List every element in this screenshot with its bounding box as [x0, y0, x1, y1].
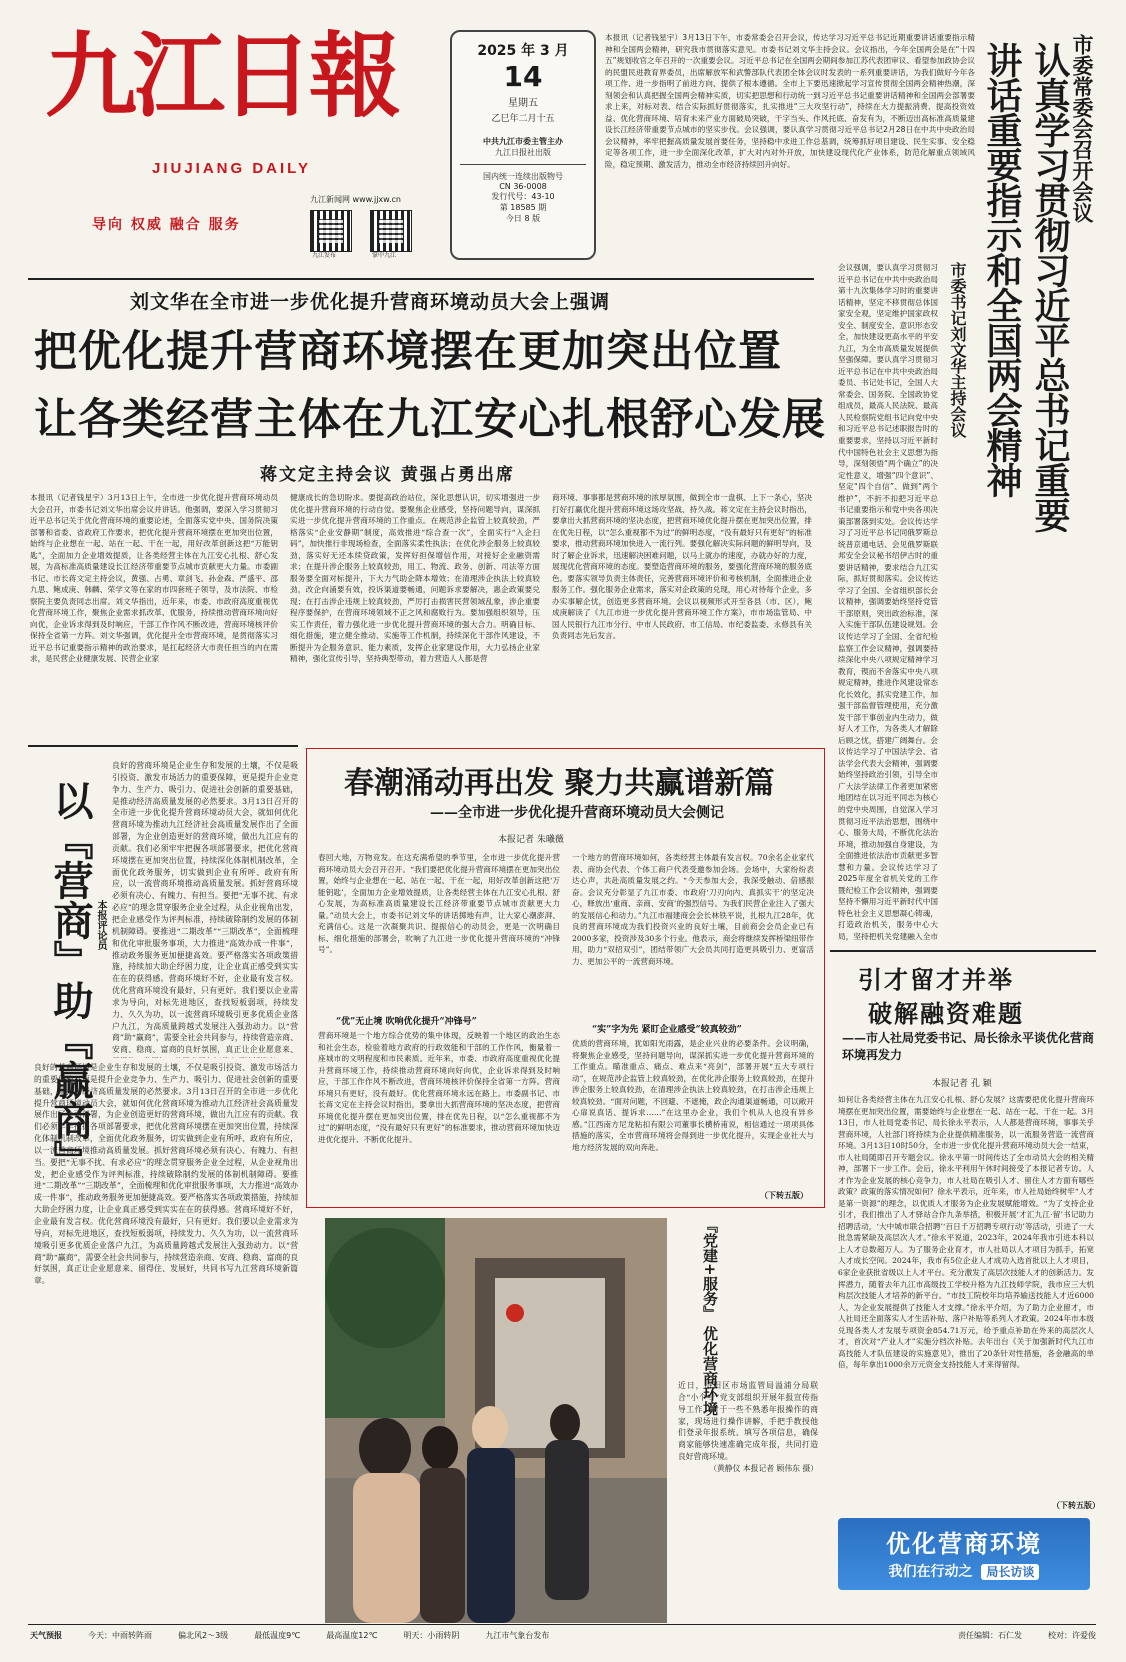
- main-story-column-2: 健康成长的急切盼求。要提高政治站位，深化思想认识，切实增强进一步优化提升营商环境的行动自觉。要聚焦企业感受，坚持问题导向，谋深抓实进一步优化提升营商环境的工作重点。在规范涉企监管上较真较劲，严格落实“企业安静期”制度，高效推进“综合查一次”，全面实行“入企扫码”，加快推行非现场检查，全面落实柔性执法；在优化涉企服务上较真较劲，落实好无还本续贷政策，发挥好担保增信作用，对接好企业融资需求；在提升涉企服务上较真较劲，用工、物流、政务、创新、司法等方面服务要全面对标提升，下大力气助企降本增效；在清理涉企执法上较真较劲，改企向涌要有效，投诉渠道要畅通，问题诉求要解决，惠企政策要兑现；在打击涉企违规上较真较劲，严厉打击损害民营领域乱象，涉企重要程序要保护，在营商环境领域不正之风和腐败行为。要加强组织领导，压实工作责任，着力强化进一步优化提升营商环境的强大合力。明确目标、细化措施，建立健全推动、实施等工作机制，持续深化干部作风建设，不断提升为企服务意识、能力素质，发挥企业家建设作用，大力弘扬企业家精神，强化宣传引导，坚持典型带动，着力营造人人都是营: [290, 493, 540, 664]
- date-day: 14: [503, 60, 543, 93]
- masthead-logo: 九江日報: [45, 22, 398, 130]
- qr-code-icon[interactable]: [310, 210, 352, 252]
- lead-story-byline: 市委书记刘文华主持会议: [948, 262, 967, 438]
- qr-label: 掌中九江: [372, 252, 397, 259]
- photo-caption-title: 『党建+服务』 优化营商环境: [701, 1218, 719, 1416]
- news-photo[interactable]: [325, 1218, 667, 1623]
- proof-credit: 校对：许爱俊: [1048, 1631, 1096, 1640]
- continued-note: （下转五版）: [1052, 1500, 1100, 1510]
- commentary-headline: 以『营商』助『赢商』: [47, 780, 93, 1180]
- interview-subhead: ——市人社局党委书记、局长徐永平谈优化营商环境再发力: [842, 1031, 1095, 1062]
- feature-column-2: 一个地方的营商环境如何，各类经营主体最有发言权。70余名企业家代表、商协会代表、个体工商户代表受邀参加会场。会场中，大家纷纷表达心声，共赴高质量发展之约。“今天参加大会，我深受触动、倍感振奋。会议充分彰显了九江市委、市政府‘刀刃向内、真抓实干’的坚定决心，释放出‘重商、亲商、安商’的强烈信号。为我们民营企业注入了强大的发展信心和动力。”九江市福建商会会长林铁平说，扎根九江28年，优良的营商环境成为我们投资兴业的良好土壤，目前商会会员企业已有2000多家，投资涉及30多个行业。他表示，商会将继续发挥桥梁纽带作用，助力“双招双引”，团结带领广大会员共同打造更具吸引力、更富活力、更加公平的一流营商环境。: [572, 853, 814, 966]
- promo-line-2: 我们在行动之: [888, 1564, 973, 1580]
- divider: [28, 278, 814, 280]
- feature-section-heading-1: “优”无止境 吹响优化提升“冲锋号”: [336, 1017, 477, 1027]
- page-count: 今日 8 版: [505, 213, 541, 223]
- date-year-month: 2025 年 3 月: [477, 43, 569, 59]
- feature-headline: 春潮涌动再出发 聚力共赢谱新篇: [344, 766, 775, 801]
- lead-story-body-top: 本报讯（记者钱星宇）3月13日下午，市委常委会召开会议，传达学习习近平总书记近期重要讲话重要指示精神和全国两会精神，研究我市贯彻落实意见。市委书记刘文华主持会议。会议指出，今年全国两会是在“十四五”规划收官之年召开的一次重要会议。习近平总书记在全国两会期间参加江苏代表团审议、看望参加政协会议的民盟民进教育界委员，出席解放军和武警部队代表团全体会议时发表的一系列重要讲话，为我们做好今年各项工作、进一步指明了前进方向、提供了根本遵循。全市上下要迅速掀起学习宣传贯彻全国两会精神热潮，深刻领会和认真把握全国两会精神实质，切实把思想和行动统一到习近平总书记重要讲话精神和全国两会部署要求上来，对标对表、结合实际抓好贯彻落实，扎实推进“三大攻坚行动”，持续在大力提振消费、提高投资效益、优化营商环境、培育未来产业方面破局突破，干字当头、作风托底、奋发有为，不断迈出高标准高质量建设长江经济带重要节点城市的坚实步伐。会议强调，要认真学习贯彻习近平总书记2月28日在中共中央政治局会议精神，率牢把握高质量发展首要任务，坚持稳中求进工作总基调，统筹抓好项目建设、民生实事、安全稳定等各项工作，进一步全面深化改革，扩大对内对外开放，加快建设现代化产业体系，防范化解重点领域风险，稳定预期、激发活力，推动全市经济持续回升向好。: [605, 33, 975, 169]
- photo-illustration: [325, 1218, 667, 1623]
- footer-divider: [28, 1624, 1096, 1625]
- interview-byline: 本报记者 孔 颖: [932, 1079, 992, 1089]
- divider: [830, 950, 1096, 952]
- weather-item: 偏北风2～3级: [178, 1631, 229, 1640]
- lead-story-kicker: 市委常委会召开会议: [1070, 34, 1094, 223]
- lead-story-headline-1: 认真学习贯彻习近平总书记重要: [1029, 42, 1070, 532]
- date-weekday: 星期五: [508, 97, 538, 109]
- divider: [28, 745, 298, 747]
- weather-label: 天气预报: [30, 1631, 62, 1640]
- main-story-column-3: 商环境、事事都是营商环境的浓厚氛围，做到全市一盘棋、上下一条心，坚决打好打赢优化提升营商环境这场攻坚战、持久战。蒋文定在主持会议时指出，要拿出大抓营商环境的坚决态度，把营商环境优化提升摆在更加突出位置，排在优先日程，以“怎么重视都不为过”的鲜明态度，“没有最好只有更好”的标准要求，推动营商环境加快进入一流行列。要强化解决实际问题的鲜明导向，及时了解企业诉求，迅速解决困难问题，以马上就办的速度，办就办好的力度，展现优化营商环境的态度。要塑造营商环境的服务，要强化营商环境的服务底色。要落实领导负责主体责任，完善营商环境评价和考核机制，全面推进企业服务工作。强化服务企业需求，落实对企政策的兑现，用心对待每个企业，多办实事解企忧，创造更多营商环境。会议以视频形式开至各县（市、区），鲍成庚解读了《九江市进一步优化提升营商环境工作方案》，市市场监管局、中国人民银行九江市分行、中市人民政府、市工信局、市纪委监委、永修县有关负责同志先后发言。: [552, 493, 812, 641]
- masthead-english: JIUJIANG DAILY: [152, 160, 311, 177]
- main-story-headline-1: 把优化提升营商环境摆在更加突出位置: [34, 327, 782, 377]
- feature-section-1-body: 营商环境是一个地方综合优势的集中体现，反映着一个地区的政治生态和社会生态，检验着地方政府的行政效能和干部的工作作风，衡量着一座城市的文明程度和市民素质。近年来，市委、市政府高度重视优化提升营商环境工作，持续推动营商环境向好向优，企业诉求得到及时响应，干部工作作风不断改进，营商环境核评价保持全省第一方阵。营商环境只有更好，没有最好。优化营商环境永远在路上。市委副书记、市长蒋文定在主持会议时指出，要拿出大抓营商环境的坚决态度，把营商环境优化提升摆在更加突出位置，排在优先日程，以“怎么重视都不为过”的鲜明态度，“没有最好只有更好”的标准要求，推动营商环境加快迈进优化提升、不断优化提升。: [318, 1031, 560, 1144]
- editor-credit: 责任编辑：石仁发: [958, 1631, 1022, 1640]
- lead-story-headline-2: 讲话重要指示和全国两会精神: [981, 42, 1022, 497]
- feature-byline: 本报记者 朱曦薇: [498, 835, 564, 845]
- sponsor: 中共九江市委主管主办: [483, 136, 563, 146]
- date-lunar: 乙巳年二月十五: [491, 113, 555, 124]
- feature-subhead: ——全市进一步优化提升营商环境动员大会侧记: [430, 805, 724, 821]
- interview-headline-2: 破解融资难题: [868, 1000, 1024, 1028]
- masthead-slogan: 导向 权威 融合 服务: [92, 217, 241, 233]
- commentary-body: 良好的营商环境是企业生存和发展的土壤，不仅是吸引投资、激发市场活力的重要保障，更是提升企业竞争力、生产力、吸引力、促进社会创新的重要基础，是推动经济高质量发展的必然要求。3月13日召开的全市进一步优化提升营商环境动员大会，就如何优化营商环境为推动九江经济社会高质量发展作出了全面部署，为企业创造更好的营商环境，做出九江应有的贡献。我们必须牢牢把握各项部署要求，把优化营商环境摆在更加突出位置，持续深化体制机制改革，全面优化政务服务，切实做到企业有所呼、政府有所应，以一流营商环境推动高质量发展。抓好营商环境必须有决心、有魄力、有担当。要把“无事不扰、有求必应”的理念贯穿服务企业全过程，从企业视角出发，把企业感受作为评判标准，持续破除制约发展的体制机制障碍。要推进“二期改革”“三期改革”，全面梳理和优化审批服务事项，大力推进“高效办成一件事”，推动政务服务更加便捷高效。要严格落实各项政策措施，持续加大助企纾困力度，让企业真正感受到实实在在的获得感。营商环境好不好，企业最有发言权。优化营商环境没有最好，只有更好。我们要以企业需求为导向，对标先进地区，查找短板弱项，持续发力、久久为功，以一流营商环境吸引更多优质企业落户九江，为高质量跨越式发展注入强劲动力。以“营商”助“赢商”，需要全社会共同参与，持续营造亲商、安商、稳商、富商的良好氛围，真正让企业愿意来、留得住、发展好，共同书写九江营商环境新篇章。: [34, 1063, 298, 1286]
- promo-line-1: 优化营商环境: [886, 1530, 1042, 1558]
- qr-label: 九江发布: [312, 252, 337, 259]
- issn-label: 国内统一连续出版物号: [483, 171, 563, 181]
- photo-caption-wrap: [678, 1380, 818, 1595]
- promo-banner[interactable]: [838, 1518, 1090, 1590]
- cn-number: CN 36-0008: [499, 181, 547, 191]
- main-story-subtitle: 蒋文定主持会议 黄强占勇出席: [260, 465, 515, 485]
- feature-section-2-body: 优质的营商环境，犹如阳光雨露，是企业兴业的必要条件。会议明确，将聚焦企业感受，坚持问题导向，谋深抓实进一步优化提升营商环境的工作重点。瞄准重点、痛点、难点来“亮剑”，部署开展“五大专项行动”，在规范涉企监管上较真较劲，在优化涉企服务上较真较劲，在提升涉企服务上较真较劲，在清理涉企执法上较真较劲，在打击涉企违规上较真较劲。“面对问题，不回避、不遮掩，政企沟通渠道畅通，可以敞开心扉说真话、提诉求……”在这里办企业，我们个机从人也没有异乡感。”江西南方尼龙粘扣有限公司董事长横桥甫说，相信通过一项项具体措施的落实，全市营商环境将会得到进一步优化提升，实现企业社大与地方经济发展的双向奔赴。: [572, 1039, 814, 1152]
- feature-column-1: 春回大地，万物竞发。在这充满希望的季节里，全市进一步优化提升营商环境动员大会召开召开。“我们要把优化提升营商环境摆在更加突出位置，始终与企业想在一起、站在一起、干在一起，用好改革创新这把‘万能钥匙’，全面加力企业增效提质，让各类经营主体在九江安心扎根、舒心发展，为高标准高质量建设长江经济带重要节点城市贡献更大力量。”动员大会上，市委书记刘文华的讲话掷地有声，让大家心潮澎湃、充满信心。这是一次凝聚共识、提振信心的动员会，更是一次明确目标、细化措施的部署会，吹响了九江进一步优化提升营商环境的“冲锋号”。: [318, 853, 560, 955]
- photo-caption: 近日，浔阳区市场监管局溢浦分局联合“小个专”党支部组织开展年报宣传指导工作，对于一些不熟悉年报操作的商家，现场进行操作讲解，手把手教授他们登录年报系统、填写各项信息，确保商家能够快速准确完成年报，共同打造良好营商环境。: [678, 1381, 818, 1462]
- promo-tag: 局长访谈: [981, 1564, 1039, 1580]
- interview-headline-1: 引才留才并举: [858, 966, 1014, 994]
- continued-note: （下转五版）: [760, 1190, 808, 1200]
- commentary-byline: 本报评论员: [95, 900, 106, 950]
- main-story-headline-2: 让各类经营主体在九江安心扎根舒心发展: [34, 395, 826, 445]
- main-story-pretitle: 刘文华在全市进一步优化提升营商环境动员大会上强调: [130, 291, 611, 313]
- publisher: 九江日报社出版: [495, 147, 551, 157]
- weather-item: 最低温度9℃: [254, 1631, 301, 1640]
- issue-number: 第 18585 期: [499, 202, 547, 212]
- main-story-column-1: 本报讯（记者钱星宇）3月13日上午，全市进一步优化提升营商环境动员大会召开，市委书记刘文华出席会议并讲话。他强调，要深入学习贯彻习近平总书记关于优化营商环境的重要论述，全面落实党中央、国务院决策部署和省委、省政府工作要求，把优化提升营商环境摆在更加突出位置，始终与企业想在一起、站在一起、干在一起，用好改革创新这把“万能钥匙”，全面加力企业增效提质，让各类经营主体在九江安心扎根、舒心发展，为高标准高质量建设长江经济带重要节点城市贡献更大力量。市委副书记、市长蒋文定主持会议，黄强、占勇、章剑飞、孙金森、严盛平、邵九思、鲍成庚、韩麟、荣学文等在家的市四套班子领导，及市法院、市检察院主要负责同志出席。刘文华指出，近年来，市委、市政府高度重视优化营商环境工作，聚焦企业需求抓改革、优服务，持续推动营商环境向好向优，企业诉求得到及时响应，干部工作作风不断改进，营商环境核评价保持全省第一方阵。刘文华强调，优化提升全市营商环境，是贯彻落实习近平总书记重要指示精神的政治要求，是扛起经济大市责任担当的内在需求，是民营企业健康发展、民营企业家: [30, 493, 278, 664]
- feature-section-heading-2: “实”字为先 紧盯企业感受“较真较劲”: [592, 1025, 742, 1035]
- weather-item: 今天：中雨转阵雨: [88, 1631, 152, 1640]
- commentary-body-top: 良好的营商环境是企业生存和发展的土壤，不仅是吸引投资、激发市场活力的重要保障，更是提升企业竞争力、生产力、吸引力、促进社会创新的重要基础，是推动经济高质量发展的必然要求。3月13日召开的全市进一步优化提升营商环境动员大会，就如何优化营商环境为推动九江经济社会高质量发展作出了全面部署，为企业创造更好的营商环境，做出九江应有的贡献。我们必须牢牢把握各项部署要求，把优化营商环境摆在更加突出位置，持续深化体制机制改革，全面优化政务服务，切实做到企业有所呼、政府有所应，以一流营商环境推动高质量发展。抓好营商环境必须有决心、有魄力、有担当。要把“无事不扰、有求必应”的理念贯穿服务企业全过程，从企业视角出发，把企业感受作为评判标准，持续破除制约发展的体制机制障碍。要推进“二期改革”“三期改革”，全面梳理和优化审批服务事项，大力推进“高效办成一件事”，推动政务服务更加便捷高效。要严格落实各项政策措施，持续加大助企纾困力度，让企业真正感受到实实在在的获得感。营商环境好不好，企业最有发言权。优化营商环境没有最好，只有更好。我们要以企业需求为导向，对标先进地区，查找短板弱项，持续发力、久久为功，以一流营商环境吸引更多优质企业落户九江，为高质量跨越式发展注入强劲动力。以“营商”助“赢商”，需要全社会共同参与，持续营造亲商、安商、稳商、富商的良好氛围，真正让企业愿意来、: [112, 761, 298, 1055]
- footer: [30, 1630, 1096, 1641]
- website-label[interactable]: 九江新闻网 www.jjxw.cn: [310, 195, 401, 204]
- interview-body: 如何让各类经营主体在九江安心扎根、舒心发展？这需要把优化提升营商环境摆在更加突出位置，需要始终与企业想在一起、站在一起、干在一起。3月13日，市人社局党委书记、局长徐永平表示，人人都是营商环境，事事关乎营商环境，人社部门将持续为企业提供精准服务，以一流服务营造一流营商环境。3月13日10时50分，全市进一步优化提升营商环境动员大会一结束，市人社局随即召开专题会议。徐永平第一时间传达了全市动员大会的相关精神，部署下一步工作。会后，徐永平利用午休时间接受了本报记者专访。人才作为企业发展的核心竞争力，市人社局在吸引人才、留住人才方面有哪些政策？政策的落实情况如何？徐永平表示，近年来，市人社局始终树牢“人才是第一资源”的理念，以优质人才服务为企业发展赋能增效。“为了支持企业引才，我们推出了人才驿站合作九条举措，积极开展‘才汇九江·留’书记助力招聘活动，‘大中城市联合招聘’‘百日千万招聘专项行动’等活动，引进了一大批急需紧缺及高层次人才。”徐永平说道，2023年，2024年我市引进本科以上人才总数超万人。为了服务企业育才，市人社局以人才项目为抓手，拓宽人才成长空间。2024年，我市有5位企业人才成功入选首批以上人才项目，6家企业获批省级以上人才平台。充分激发了高层次技能人才的创新活力。发挥潜力，随着去年九江市高级技工学校升格为九江技师学院，我市应三大机构层次技能人才培养的新平台。“市技工院校年均培养输送技能人才近6000人，为企业发展提供了技能人才支撑。”徐永平介绍，为了助力企业留才，市人社局还全面落实人才生活补贴、落户补贴等系列人才政策。2024年市本级兑现各类人才发展专项资金854.71万元，给予重点补助在外来的高层次人才，首次对“产业人才”实施分档次补贴。去年出台《关于加强新时代九江市高技能人才队伍建设的实施意见》，推出了20条针对性措施，各金融高的单倍，每年拿出1000余万元资金支持技能人才来得留得。: [838, 1095, 1094, 1370]
- postal-code: 发行代号：43-10: [491, 191, 555, 201]
- weather-item: 最高温度12℃: [326, 1631, 378, 1640]
- weather-item: 明天：小雨转阴: [403, 1631, 460, 1640]
- qr-code-icon[interactable]: [370, 210, 412, 252]
- weather-item: 九江市气象台发布: [485, 1631, 550, 1640]
- date-box: [450, 30, 596, 260]
- lead-story-body-column: 会议强调，要认真学习贯彻习近平总书记在中共中央政治局第十九次集体学习时的重要讲话精神，坚定不移贯彻总体国家安全观，坚定维护国家政权安全、制度安全、意识形态安全，加快建设更高水平的平安九江，为全市高质量发展提供坚强保障。要认真学习贯彻习近平总书记在中共中央政治局委员、书记处书记，全国人大常委会、国务院、全国政协党组成员，最高人民法院、最高人民检察院党组书记向党中央和习近平总书记述职报告时的重要要求，坚持以习近平新时代中国特色社会主义思想为指导，深刻领悟“两个确立”的决定性意义，增强“四个意识”、坚定“四个自信”、做到“两个维护”，不折不扣把习近平总书记重要指示和党中央各项决策部署落到实处。会议传达学习了习近平总书记同俄罗斯总统普京通电话、会见俄罗斯联邦安全会议秘书绍伊古时的重要讲话精神，要求结合九江实际，抓好贯彻落实。会议传达学习了全国、全省组织部长会议精神，强调要始终坚持党管干部原则，突出政治标准，深入实施干部队伍建设规划。会议传达学习了全国、全省纪检监察工作会议精神，强调要持续深化中央八项规定精神学习教育，锲而不舍落实中央八项规定精神，推进作风建设常态化长效化，抓实党建工作，加强干部监督管理使用，充分激发干部干事创业内生动力，做好人才工作，为各类人才解除后顾之忧，搭建广阔舞台。会议传达学习了中国法学会、省法学会代表大会精神，强调要始终坚持政治引领，引导全市广大法学法律工作者更加紧密地团结在以习近平同志为核心的党中央周围，自觉深入学习贯彻习近平法治思想，围绕中心、服务大局，不断优化法治环境，推动加强自身建设，为全面推进依法治市贡献更多智慧和力量。会议传达学习了2025年度全省机关党的工作暨纪检工作会议精神，强调要坚持不懈用习近平新时代中国特色社会主义思想凝心铸魂，打造政治机关，服务中心大局，坚持把机关党建融入全市: [838, 263, 938, 941]
- photo-credit: （黄静仪 本报记者 顾伟东 摄）: [709, 1463, 818, 1473]
